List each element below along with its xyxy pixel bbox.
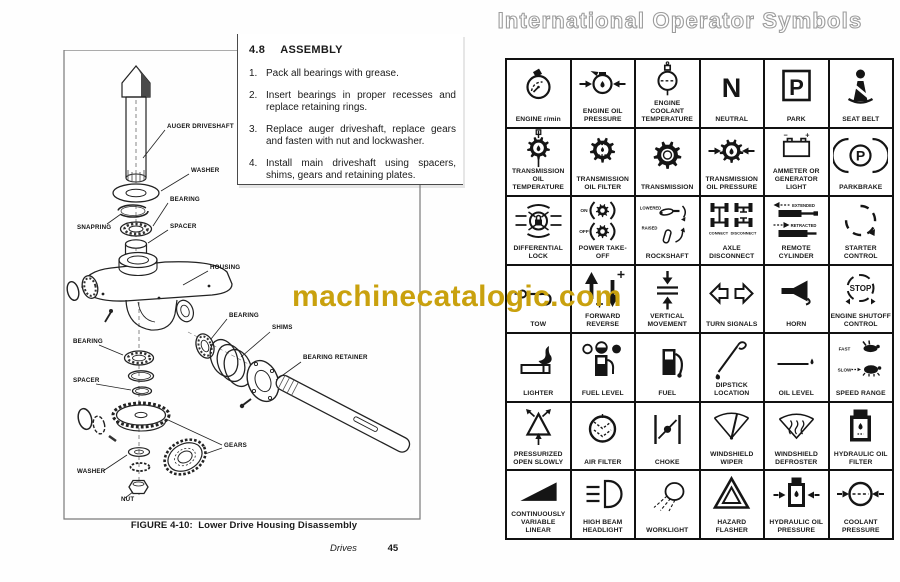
symbol-label: PRESSURIZED OPEN SLOWLY [513, 450, 564, 466]
assembly-section [237, 34, 463, 185]
symbol-cell-lighter [506, 333, 571, 402]
transmission-oil-pressure-icon [701, 129, 764, 177]
differential-lock-icon [507, 197, 570, 245]
symbol-label: DIPSTICK LOCATION [714, 382, 750, 397]
symbol-label: ENGINE OIL PRESSURE [582, 107, 623, 123]
step-number: 4. [249, 157, 258, 169]
svg-text:DISCONNECT: DISCONNECT [730, 230, 757, 236]
symbol-cell-transmission-oil-pressure [700, 128, 765, 197]
symbol-cell-worklight [635, 470, 700, 539]
hazard-flasher-icon [701, 471, 764, 519]
symbol-label: FORWARD REVERSE [585, 313, 621, 329]
symbol-cell-engine-oil-pressure [571, 59, 636, 128]
step-text: Insert bearings in proper recesses and replace retaining rings. [266, 89, 456, 113]
symbol-cell-remote-cylinder [764, 196, 829, 265]
fuel-level-icon [572, 334, 635, 390]
assembly-step [249, 158, 463, 183]
symbol-cell-windshield-defroster [764, 402, 829, 471]
symbol-label: DIFFERENTIAL LOCK [513, 244, 563, 260]
footer-section: Drives [330, 543, 357, 554]
symbol-cell-ammeter [764, 128, 829, 197]
page-number: 45 [387, 543, 399, 554]
step-text: Install main driveshaft using spacers, shims, gears and retaining plates. [266, 157, 456, 181]
symbol-label: HAZARD FLASHER [715, 519, 748, 535]
svg-text:N: N [722, 72, 742, 103]
symbol-cell-speed-range [829, 333, 894, 402]
symbol-label: FUEL [658, 389, 677, 397]
part-label: WASHER [191, 167, 220, 174]
part-label: NUT [121, 496, 135, 503]
symbol-cell-rockshaft [635, 196, 700, 265]
engine-rpm-icon [507, 60, 570, 116]
fuel-icon [636, 334, 699, 390]
symbol-label: TRANSMISSION OIL PRESSURE [705, 176, 758, 192]
windshield-wiper-icon [701, 403, 764, 451]
symbol-cell-turn-signals [700, 265, 765, 334]
symbol-label: ROCKSHAFT [645, 252, 689, 260]
symbol-label: WINDSHIELD DEFROSTER [774, 450, 818, 466]
assembly-step [249, 90, 463, 115]
part-label: BEARING [229, 312, 259, 319]
assembly-heading [249, 44, 463, 56]
transmission-oil-temperature-icon [507, 129, 570, 169]
symbol-label: CHOKE [654, 458, 680, 466]
hydraulic-oil-pressure-icon [765, 471, 828, 519]
svg-text:−: − [783, 130, 788, 140]
hydraulic-oil-filter-icon [830, 403, 893, 451]
symbol-label: TRANSMISSION OIL TEMPERATURE [512, 168, 565, 192]
part-label: SNAPRING [77, 224, 112, 231]
svg-text:P: P [856, 147, 866, 164]
svg-text:STOP: STOP [849, 283, 872, 293]
pressurized-open-slowly-icon [507, 403, 570, 451]
symbol-cell-engine-coolant-temperature [635, 59, 700, 128]
symbol-cell-air-filter [571, 402, 636, 471]
park-icon [765, 60, 828, 116]
symbol-label: PARKBRAKE [839, 184, 883, 192]
symbol-cell-neutral [700, 59, 765, 128]
power-take-off-icon [572, 197, 635, 245]
symbol-label: COOLANT PRESSURE [841, 519, 880, 535]
part-label: HOUSING [210, 264, 241, 271]
symbol-label: VERTICAL MOVEMENT [647, 313, 687, 329]
symbol-label: WORKLIGHT [646, 527, 689, 535]
oil-level-icon [765, 334, 828, 390]
symbol-label: PARK [786, 115, 806, 123]
page-title: International Operator Symbols [497, 8, 863, 33]
svg-text:OFF: OFF [579, 230, 590, 236]
symbol-cell-transmission-oil-temperature [506, 128, 571, 197]
starter-control-icon [830, 197, 893, 245]
symbol-cell-coolant-pressure [829, 470, 894, 539]
symbol-cell-windshield-wiper [700, 402, 765, 471]
symbol-cell-vertical-movement [635, 265, 700, 334]
horn-icon [765, 266, 828, 322]
symbol-label: AXLE DISCONNECT [709, 244, 755, 260]
step-text: Pack all bearings with grease. [266, 68, 399, 79]
assembly-step [249, 68, 463, 81]
section-number: 4.8 [249, 44, 266, 56]
symbol-cell-dipstick-location [700, 333, 765, 402]
symbol-cell-continuously-variable-linear [506, 470, 571, 539]
engine-coolant-temperature-icon [636, 60, 699, 100]
symbol-cell-hydraulic-oil-filter [829, 402, 894, 471]
ammeter-icon [765, 129, 828, 169]
assembly-step [249, 124, 463, 149]
symbol-cell-choke [635, 402, 700, 471]
section-title: ASSEMBLY [280, 44, 343, 56]
symbol-cell-fuel-level [571, 333, 636, 402]
symbol-label: WINDSHIELD WIPER [710, 450, 754, 466]
symbol-cell-differential-lock [506, 196, 571, 265]
part-label: SPACER [73, 377, 100, 384]
windshield-defroster-icon [765, 403, 828, 451]
part-label: SHIMS [272, 324, 293, 331]
symbol-label: ENGINE COOLANT TEMPERATURE [641, 99, 693, 123]
svg-text:FAST: FAST [838, 346, 851, 352]
symbol-label: TURN SIGNALS [706, 321, 758, 329]
air-filter-icon [572, 403, 635, 459]
symbol-cell-hazard-flasher [700, 470, 765, 539]
symbol-cell-seat-belt [829, 59, 894, 128]
symbol-label: ENGINE r/min [515, 115, 561, 123]
dipstick-location-icon [701, 334, 764, 382]
symbol-label: NEUTRAL [715, 115, 749, 123]
symbol-cell-hydraulic-oil-pressure [764, 470, 829, 539]
figure-caption [63, 520, 425, 531]
assembly-steps [249, 68, 463, 183]
figure-caption-label: FIGURE 4-10: [130, 520, 193, 531]
symbol-label: LIGHTER [523, 389, 554, 397]
continuously-variable-linear-icon [507, 471, 570, 511]
vertical-movement-icon [636, 266, 699, 314]
symbol-cell-axle-disconnect [700, 196, 765, 265]
svg-text:CONNECT: CONNECT [709, 230, 729, 236]
symbol-cell-parkbrake [829, 128, 894, 197]
symbol-label: STARTER CONTROL [843, 244, 878, 260]
worklight-icon [636, 471, 699, 527]
symbol-label: ENGINE SHUTOFF CONTROL [830, 313, 891, 329]
choke-icon [636, 403, 699, 459]
step-text: Replace auger driveshaft, replace gears and fasten with nut and lockwasher. [266, 123, 456, 147]
symbol-label: REMOTE CYLINDER [778, 244, 814, 260]
page-footer [330, 543, 398, 554]
high-beam-headlight-icon [572, 471, 635, 519]
symbol-cell-power-take-off [571, 196, 636, 265]
part-label: WASHER [77, 468, 106, 475]
symbol-cell-engine-shutoff [829, 265, 894, 334]
engine-oil-pressure-icon [572, 60, 635, 108]
symbol-label: POWER TAKE-OFF [578, 244, 627, 260]
part-label: AUGER DRIVESHAFT [167, 123, 234, 130]
axle-disconnect-icon [701, 197, 764, 245]
symbol-label: SEAT BELT [842, 115, 880, 123]
svg-text:+: + [805, 130, 810, 140]
part-label: SPACER [170, 223, 197, 230]
speed-range-icon [830, 334, 893, 390]
symbol-label: AMMETER OR GENERATOR LIGHT [772, 168, 820, 192]
symbol-label: TRANSMISSION OIL FILTER [576, 176, 629, 192]
figure-caption-text: Lower Drive Housing Disassembly [198, 520, 358, 531]
symbol-cell-pressurized-open-slowly [506, 402, 571, 471]
symbol-label: CONTINUOUSLY VARIABLE LINEAR [511, 511, 566, 535]
neutral-icon [701, 60, 764, 116]
lighter-icon [507, 334, 570, 390]
part-label: BEARING [170, 196, 200, 203]
parkbrake-icon [830, 129, 893, 185]
symbol-label: FUEL LEVEL [581, 389, 624, 397]
symbol-cell-transmission-oil-filter [571, 128, 636, 197]
symbol-label: HIGH BEAM HEADLIGHT [582, 519, 623, 535]
symbol-label: TRANSMISSION [641, 184, 694, 192]
step-number: 1. [249, 68, 258, 79]
symbol-label: HYDRAULIC OIL FILTER [833, 450, 888, 466]
symbol-cell-park [764, 59, 829, 128]
svg-text:RETRACTED: RETRACTED [790, 223, 817, 229]
step-number: 3. [249, 123, 258, 135]
part-label: GEARS [224, 442, 248, 449]
svg-text:P: P [788, 74, 804, 100]
engine-shutoff-icon [830, 266, 893, 314]
svg-text:SLOW: SLOW [837, 367, 852, 373]
remote-cylinder-icon [765, 197, 828, 245]
svg-text:ON: ON [580, 209, 588, 215]
symbol-cell-transmission [635, 128, 700, 197]
step-number: 2. [249, 89, 258, 101]
symbol-cell-high-beam-headlight [571, 470, 636, 539]
symbol-cell-fuel [635, 333, 700, 402]
symbol-label: AIR FILTER [584, 458, 622, 466]
coolant-pressure-icon [830, 471, 893, 519]
symbol-cell-horn [764, 265, 829, 334]
symbol-cell-engine-rpm [506, 59, 571, 128]
symbol-label: TOW [530, 321, 547, 329]
turn-signals-icon [701, 266, 764, 322]
transmission-oil-filter-icon [572, 129, 635, 177]
symbol-cell-oil-level [764, 333, 829, 402]
rockshaft-icon [636, 197, 699, 253]
svg-text:EXTENDED: EXTENDED [791, 203, 815, 209]
symbol-label: HORN [786, 321, 807, 329]
svg-text:LOWERED: LOWERED [639, 205, 661, 211]
symbol-cell-starter-control [829, 196, 894, 265]
symbol-label: OIL LEVEL [778, 389, 814, 397]
seat-belt-icon [830, 60, 893, 116]
watermark: machinecatalogic.com [292, 280, 622, 313]
transmission-icon [636, 129, 699, 185]
symbol-label: HYDRAULIC OIL PRESSURE [769, 519, 824, 535]
svg-text:RAISED: RAISED [641, 225, 658, 231]
part-label: BEARING RETAINER [303, 354, 368, 361]
part-label: BEARING [73, 338, 103, 345]
symbol-label: SPEED RANGE [835, 389, 886, 397]
